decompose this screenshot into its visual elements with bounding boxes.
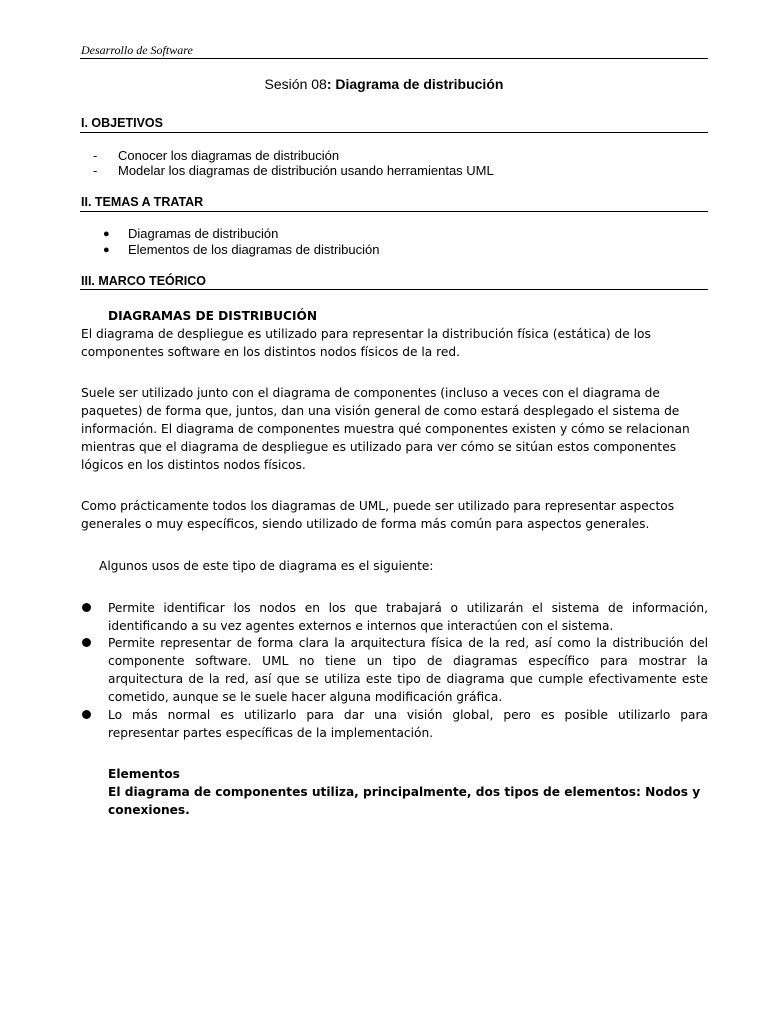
paragraph-line: mientras que el diagrama de despliegue es utilizado para ver cómo se sitúan estos componentes [81,440,677,454]
section-heading-objetivos: I. OBJETIVOS [81,116,163,130]
use-item-line: arquitectura de la red, así que se utiliza este tipo de diagrama que cumple efectivamente este [108,672,708,686]
section-rule [80,132,708,133]
section-heading-temas: II. TEMAS A TRATAR [81,195,204,209]
marco-subtitle: DIAGRAMAS DE DISTRIBUCIÓN [108,309,318,323]
bullet-icon [82,638,91,647]
paragraph-line: paquetes) de forma que, juntos, dan una visión general de como estará desplegado el sistema de [81,404,680,418]
use-item-line: identificando a su vez agentes externos e internos que interactúen con el sistema. [108,619,614,633]
session-name: Diagrama de distribución [331,76,504,92]
paragraph-line: información. El diagrama de componentes muestra qué componentes existen y cómo se relacionan [81,422,690,436]
document-page: Desarrollo de Software Sesión 08: Diagrama de distribución I. OBJETIVOS - Conocer los diagramas de distribución - Modelar los diagramas de distribución usando herramientas UML II. TEMAS A TRATAR ● Diagramas de distribución ● Elementos de los diagramas de distribución III. MARCO TEÓRICO DIAGRAMAS DE DISTRIBUCIÓN El diagrama de despliegue es utilizado para representar la distribución física (estática) de los componentes software en los distintos nodos físicos de la red. Suele ser utilizado junto con el diagrama de componentes (incluso a veces con el diagrama de paquetes) de forma que, juntos, dan una visión general de como estará desplegado el sistema de información. El diagrama de componentes muestra qué componentes existen y cómo se relacionan mientras que el diagrama de despliegue es utilizado para ver cómo se sitúan estos componentes lógicos en los distintos nodos físicos. Como prácticamente todos los diagramas de UML, puede ser utilizado para representar aspectos generales o muy específicos, siendo utilizado de forma más común para aspectos generales. Algunos usos de este tipo de diagrama es el siguiente: Permite identificar los nodos en los que trabajará o utilizarán el sistema de información, identificando a su vez agentes externos e internos que interactúen con el sistema. Permite representar de forma clara la arquitectura física de la red, así como la distribución del componente software. UML no tiene un tipo de diagramas específico para mostrar la arquitectura de la red, así que se utiliza este tipo de diagrama que cumple efectivamente este cometido, aunque se le suele hacer alguna modificación gráfica. Lo más normal es utilizarlo para dar una visión global, pero es posible utilizarlo para representar partes específicas de la implementación. Elementos El diagrama de componentes utiliza, principalmente, dos tipos de elementos: Nodos y conexiones. [0,0,768,1024]
session-colon: : [326,76,332,92]
use-item-line: Permite representar de forma clara la arquitectura física de la red, así como la distribución del [108,636,708,650]
section-rule [80,211,708,212]
use-item-line: representar partes específicas de la implementación. [108,726,434,740]
dash-marker: - [93,163,98,178]
use-item-line: cometido, aunque se le suele hacer alguna modificación gráfica. [108,690,503,704]
bullet-icon [82,603,91,612]
bullet-icon: ● [103,228,110,240]
section-rule [80,289,708,290]
elements-title: Elementos [108,767,180,781]
uses-intro: Algunos usos de este tipo de diagrama es el siguiente: [99,559,434,573]
paragraph-line: lógicos en los distintos nodos físicos. [81,458,306,472]
header-rule [80,58,708,59]
paragraph-line: generales o muy específicos, siendo utilizado de forma más común para aspectos generales. [81,517,650,531]
section-heading-marco: III. MARCO TEÓRICO [81,274,206,288]
use-item-line: componente software. UML no tiene un tipo de diagramas específico para mostrar la [108,654,708,668]
session-title [0,76,768,92]
dash-marker: - [93,148,98,163]
running-header: Desarrollo de Software [81,43,193,57]
bullet-icon [82,710,91,719]
paragraph-line: El diagrama de despliegue es utilizado para representar la distribución física (estática) de los [81,327,651,341]
paragraph-line: Como prácticamente todos los diagramas de UML, puede ser utilizado para representar aspectos [81,499,675,513]
use-item-line: Lo más normal es utilizarlo para dar una visión global, pero es posible utilizarlo para [108,708,708,722]
elements-text-line: El diagrama de componentes utiliza, principalmente, dos tipos de elementos: Nodos y [108,785,701,799]
session-number: Sesión 08 [264,76,327,92]
elements-text-line: conexiones. [108,803,190,817]
bullet-icon: ● [103,244,110,256]
paragraph-line: Suele ser utilizado junto con el diagrama de componentes (incluso a veces con el diagrama de [81,386,660,400]
paragraph-line: componentes software en los distintos nodos físicos de la red. [81,345,460,359]
use-item-line: Permite identificar los nodos en los que trabajará o utilizarán el sistema de información, [108,601,708,615]
